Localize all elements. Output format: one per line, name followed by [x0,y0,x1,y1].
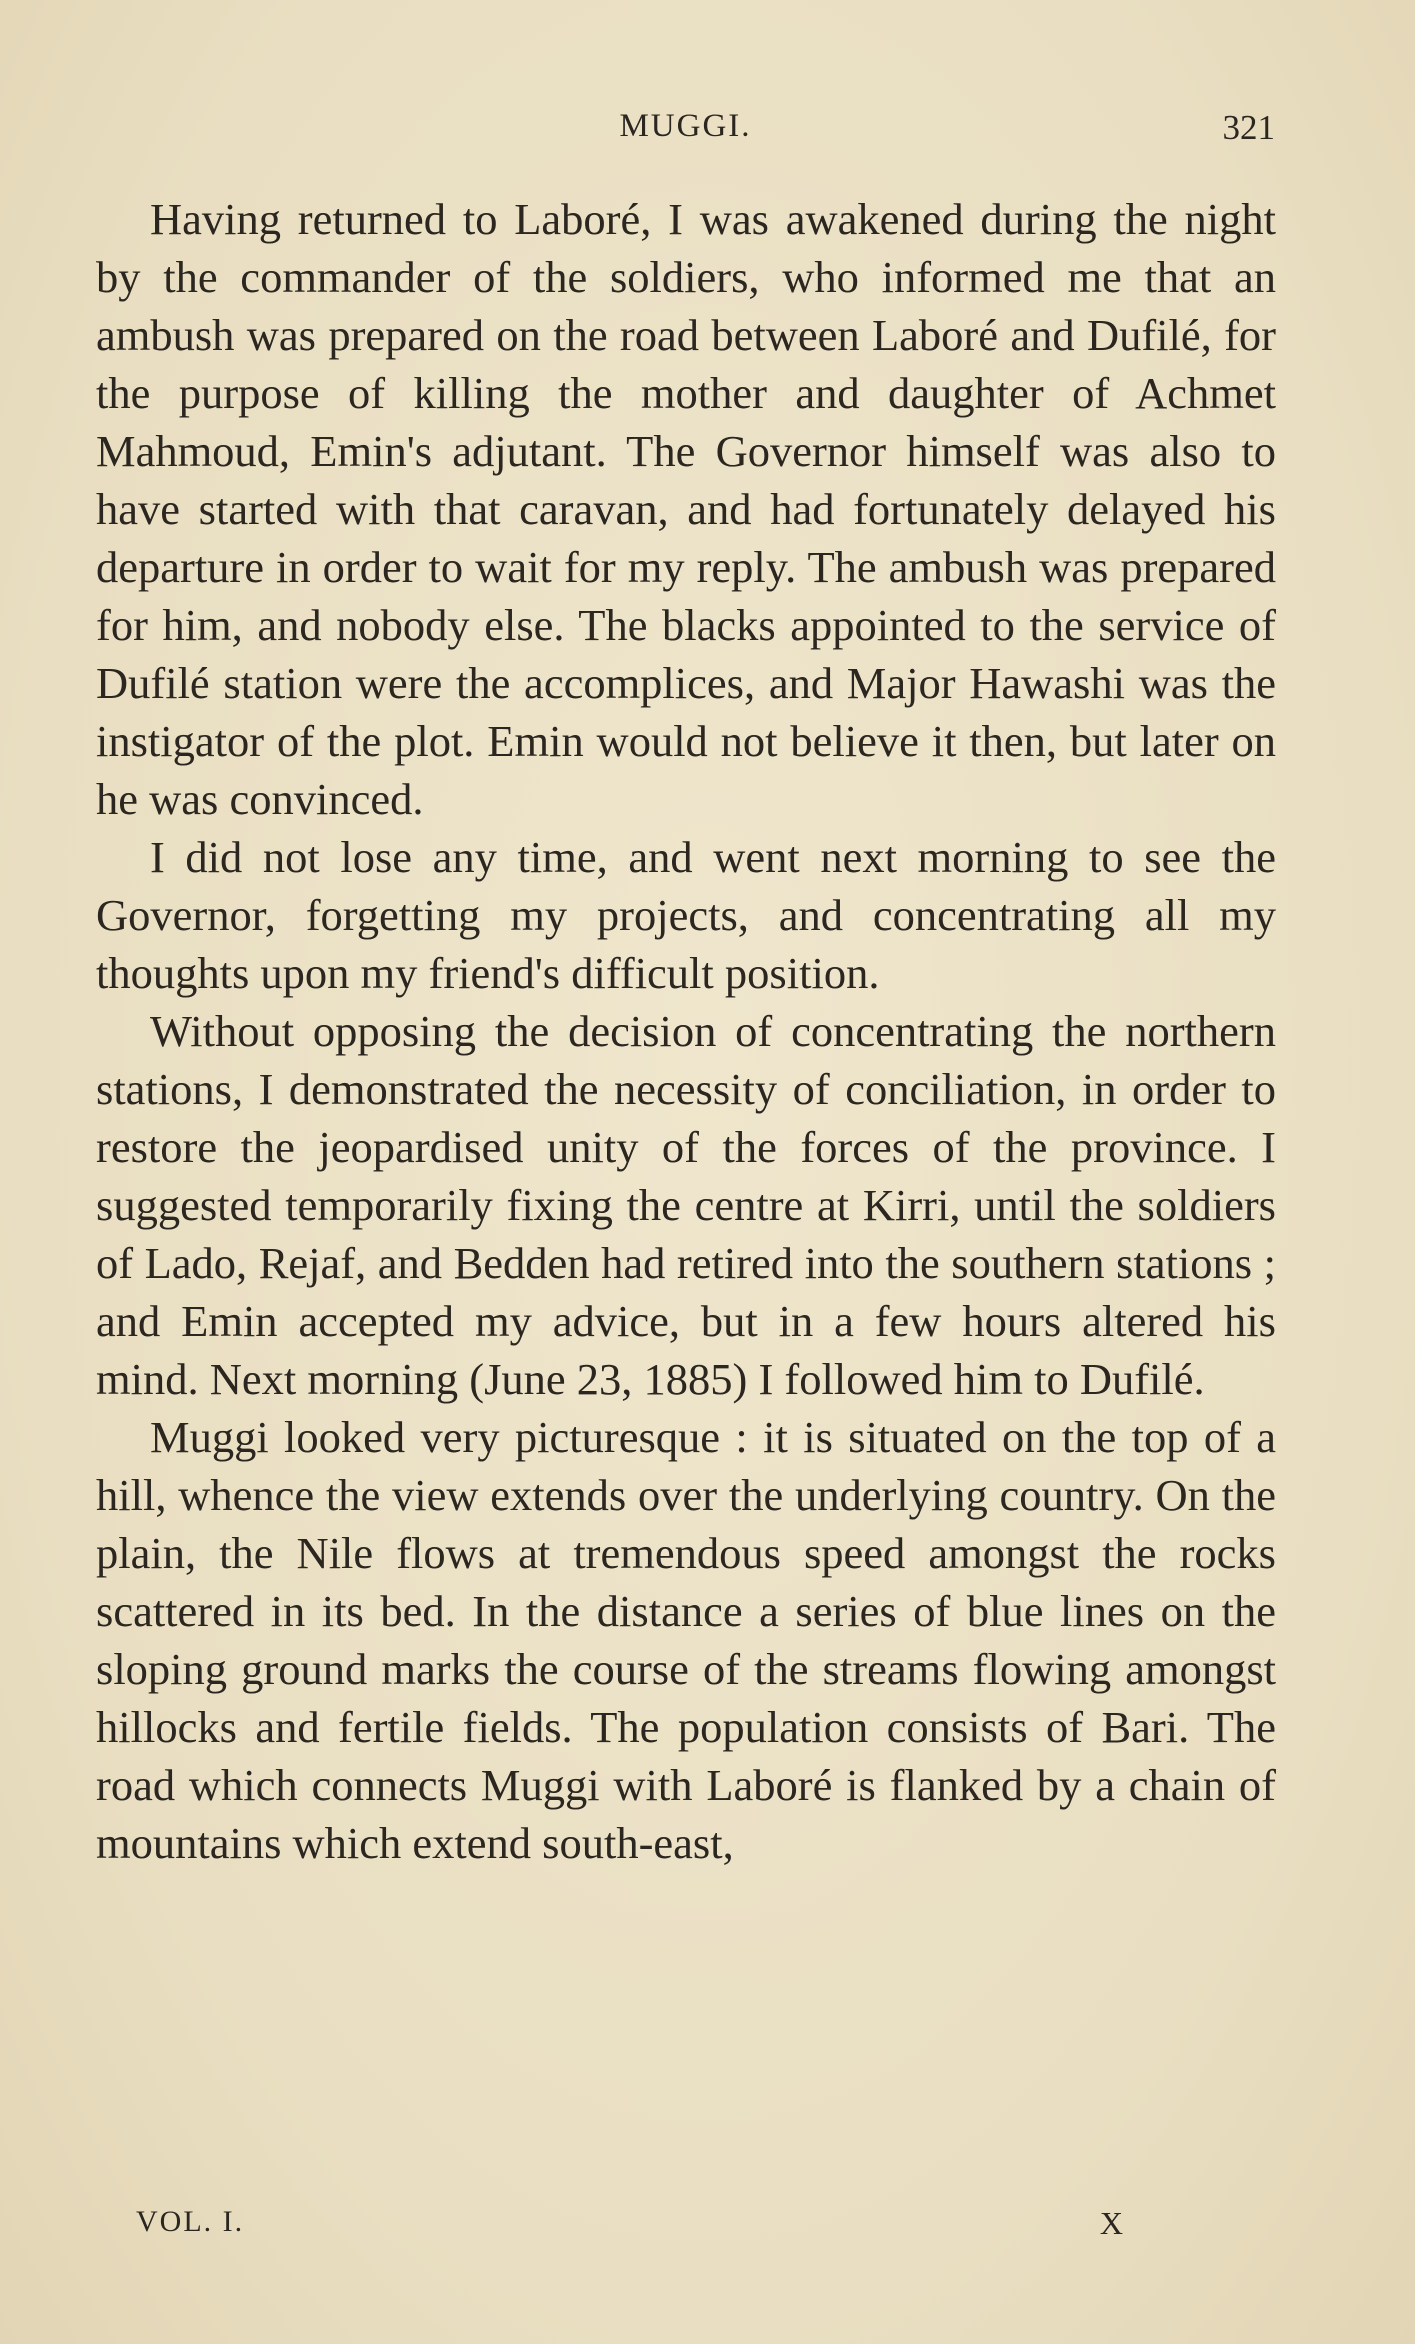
paragraph: Without opposing the decision of concentrating the northern stations, I demonstrated the necessity of conciliation, in order to restore the jeopardised unity of the forces of the province. I suggested temporarily fixing the centre at Kirri, until the soldiers of Lado, Rejaf, and Bedden had retired into the southern stations ; and Emin accepted my advice, but in a few hours altered his mind. Next morning (June 23, 1885) I followed him to Dufilé. [96,1006,1276,1404]
page-number: 321 [1222,108,1275,147]
volume-label: VOL. I. [136,2205,245,2238]
paragraph: I did not lose any time, and went next morning to see the Governor, forgetting my projects, and concentrating all my thoughts upon my friend's difficult position. [96,832,1276,998]
paragraph: Having returned to Laboré, I was awakened during the night by the commander of the soldiers, who informed me that an ambush was prepared on the road between Laboré and Dufilé, for the purpose of killing the mother and daughter of Achmet Mahmoud, Emin's adjutant. The Governor himself was also to have started with that caravan, and had fortunately delayed his departure in order to wait for my reply. The ambush was prepared for him, and nobody else. The blacks appointed to the service of Dufilé station were the accomplices, and Major Hawashi was the instigator of the plot. Emin would not believe it then, but later on he was convinced. [96,194,1276,824]
signature-mark: X [1099,2205,1125,2241]
running-title: MUGGI. [619,108,752,144]
running-head [96,108,1275,156]
page-footer [136,2205,1125,2245]
paragraph: Muggi looked very picturesque : it is situated on the top of a hill, whence the view extends over the underlying country. On the plain, the Nile flows at tremendous speed amongst the rocks scattered in its bed. In the distance a series of blue lines on the sloping ground marks the course of the streams flowing amongst hillocks and fertile fields. The population consists of Bari. The road which connects Muggi with Laboré is flanked by a chain of mountains which extend south-east, [96,1412,1276,1868]
body-text [96,190,1276,1872]
